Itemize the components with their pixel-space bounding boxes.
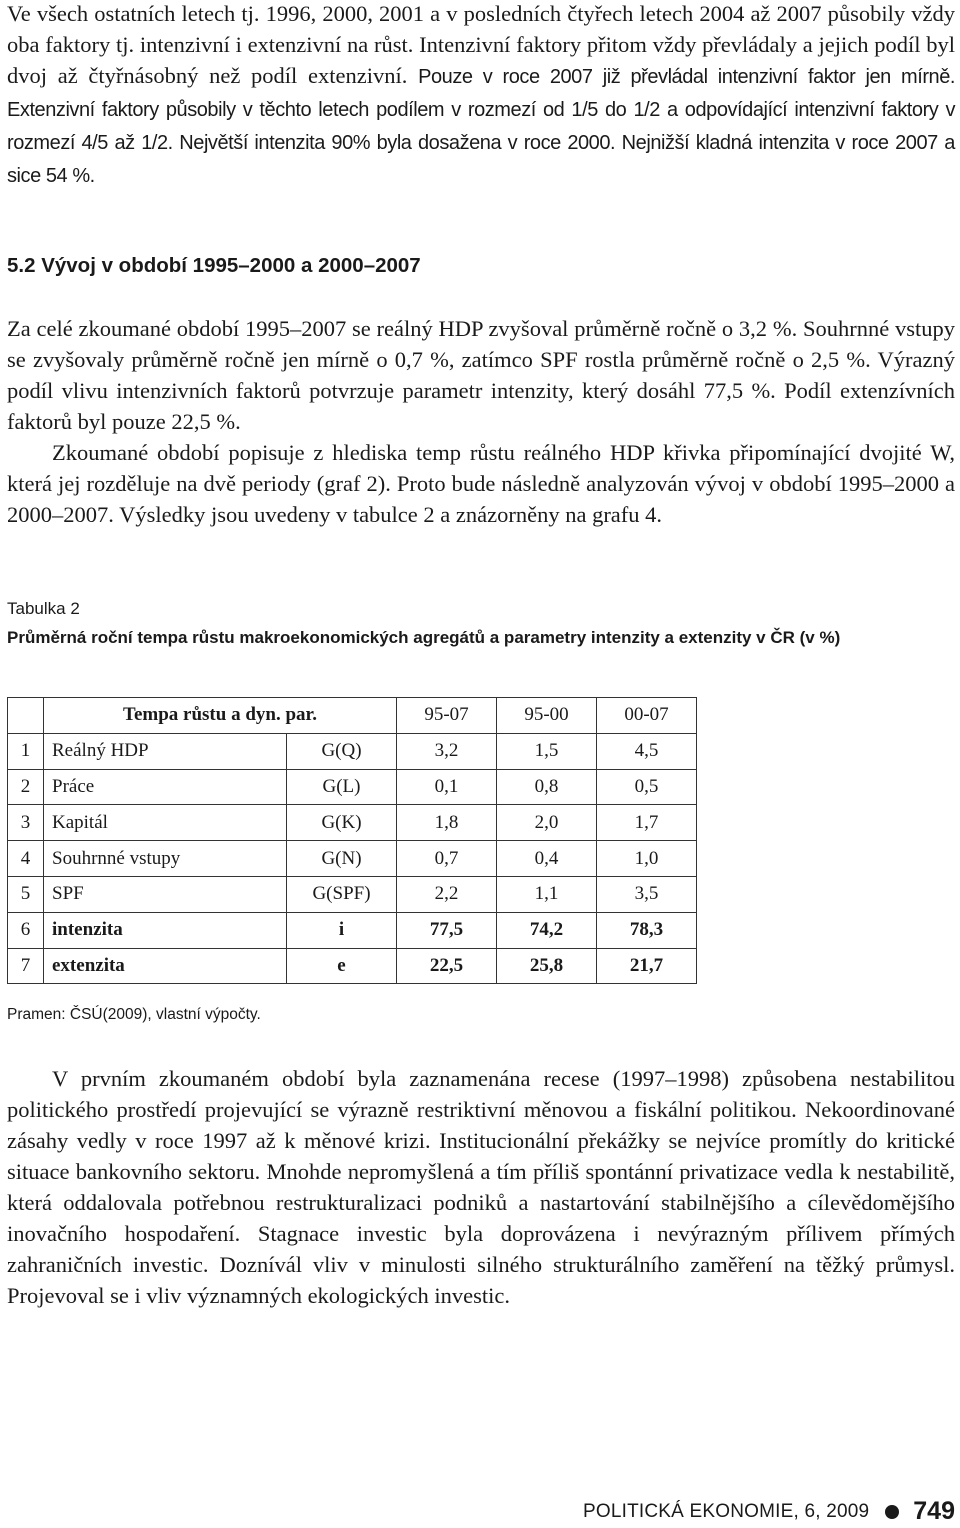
paragraph-text-sans-b: Extenzivní faktory působily v těchto letech podílem v rozmezí od 1/5 do 1/2 a odpovídající intenzivní faktory v rozmezí 4/5 až 1/2. Největší intenzita 90% byla dosažena v roce 2000. Nejnižší kladná intenzita v roce 2007 a sice 54 %. <box>7 99 955 187</box>
growth-rates-table <box>7 697 697 984</box>
row-value: 4,5 <box>597 733 697 769</box>
row-index: 4 <box>8 841 44 877</box>
table-row <box>8 769 697 805</box>
paragraph-text-sans: Pouze v roce 2007 již převládal intenzivní faktor jen mírně. <box>418 66 956 88</box>
row-value: 0,8 <box>497 769 597 805</box>
row-symbol: G(K) <box>287 805 397 841</box>
row-symbol: e <box>287 948 397 984</box>
table-row <box>8 733 697 769</box>
row-value: 0,5 <box>597 769 697 805</box>
row-value: 1,8 <box>397 805 497 841</box>
row-index: 5 <box>8 876 44 912</box>
row-symbol: G(N) <box>287 841 397 877</box>
row-value: 0,7 <box>397 841 497 877</box>
table-row <box>8 912 697 948</box>
row-symbol: G(Q) <box>287 733 397 769</box>
row-value: 0,1 <box>397 769 497 805</box>
bullet-icon <box>885 1505 899 1519</box>
table-source: Pramen: ČSÚ(2009), vlastní výpočty. <box>7 1006 261 1023</box>
row-symbol: G(SPF) <box>287 876 397 912</box>
table-header-col: 95-00 <box>497 698 597 734</box>
row-name: Souhrnné vstupy <box>44 841 287 877</box>
table-header-col: 00-07 <box>597 698 697 734</box>
row-name: intenzita <box>44 912 287 948</box>
row-value: 3,5 <box>597 876 697 912</box>
table-header-row <box>8 698 697 734</box>
row-name: Reálný HDP <box>44 733 287 769</box>
row-index: 3 <box>8 805 44 841</box>
row-index: 6 <box>8 912 44 948</box>
row-name: Kapitál <box>44 805 287 841</box>
table-title: Průměrná roční tempa růstu makroekonomických agregátů a parametry intenzity a extenzity v ČR (v %) <box>7 628 841 647</box>
paragraph-first-period: V prvním zkoumaném období byla zaznamenána recese (1997–1998) způsobena nestabilitou politického prostředí projevující se výrazně restriktivní měnovou a fiskální politikou. Nekoordinované zásahy vedly v roce 1997 až k měnové krizi. Institucionální překážky se nejvíce promítly do kritické situace bankovního sektoru. Mnohde nepromyšlená a tím příliš spontánní privatizace vedla k nestabilitě, která oddalovala potřebnou restrukturalizaci podniků a nastartování stabilnějšího a cílevědomějšího inovačního hospodaření. Stagnace investic byla doprovázena i nevýrazným přílivem přímých zahraničních investic. Doznívál vliv v minulosti silného strukturálního zaměření na těžký průmysl. Projevoval se i vliv významných ekologických investic. <box>7 1066 955 1308</box>
row-symbol: i <box>287 912 397 948</box>
row-name: SPF <box>44 876 287 912</box>
row-index: 1 <box>8 733 44 769</box>
row-value: 22,5 <box>397 948 497 984</box>
row-value: 1,5 <box>497 733 597 769</box>
row-name: Práce <box>44 769 287 805</box>
paragraph-overall-period: Za celé zkoumané období 1995–2007 se reálný HDP zvyšoval průměrně ročně o 3,2 %. Souhrnné vstupy se zvyšovaly průměrně ročně jen mírně o 0,7 %, zatímco SPF rostla průměrně ročně o 2,5 %. Výrazný podíl vlivu intenzivních faktorů potvrzuje parametr intenzity, který dosáhl 77,5 %. Podíl extenzívních faktorů byl pouze 22,5 %. <box>7 316 955 434</box>
table-header-col: 95-07 <box>397 698 497 734</box>
row-value: 1,0 <box>597 841 697 877</box>
page-footer <box>583 1497 955 1526</box>
row-value: 3,2 <box>397 733 497 769</box>
row-value: 1,1 <box>497 876 597 912</box>
row-index: 7 <box>8 948 44 984</box>
table-row <box>8 805 697 841</box>
table-row <box>8 876 697 912</box>
row-index: 2 <box>8 769 44 805</box>
table-row <box>8 948 697 984</box>
row-value: 2,0 <box>497 805 597 841</box>
row-value: 25,8 <box>497 948 597 984</box>
table-header-index <box>8 698 44 734</box>
section-heading: 5.2 Vývoj v období 1995–2000 a 2000–2007 <box>7 254 421 277</box>
row-value: 1,7 <box>597 805 697 841</box>
row-value: 2,2 <box>397 876 497 912</box>
table-header-name: Tempa růstu a dyn. par. <box>44 698 397 734</box>
journal-name: POLITICKÁ EKONOMIE, 6, 2009 <box>583 1500 870 1522</box>
section-body <box>7 313 955 530</box>
row-symbol: G(L) <box>287 769 397 805</box>
page-number: 749 <box>913 1497 955 1525</box>
paragraph-double-w: Zkoumané období popisuje z hlediska temp růstu reálného HDP křivka připomínající dvojité W, která jej rozděluje na dvě periody (graf 2). Proto bude následně analyzován vývoj v období 1995–2000 a 2000–2007. Výsledky jsou uvedeny v tabulce 2 a znázorněny na grafu 4. <box>7 440 955 527</box>
row-value: 78,3 <box>597 912 697 948</box>
row-value: 77,5 <box>397 912 497 948</box>
row-value: 74,2 <box>497 912 597 948</box>
row-value: 0,4 <box>497 841 597 877</box>
row-name: extenzita <box>44 948 287 984</box>
table-label: Tabulka 2 <box>7 599 80 618</box>
table-row <box>8 841 697 877</box>
paragraph-intensity-summary <box>7 0 955 192</box>
paragraph-text-serif: Ve všech ostatních letech tj. 1996, 2000, 2001 a v posledních čtyřech letech 2004 až 2007 působily vždy oba faktory tj. intenzivní i extenzivní na růst. Intenzivní faktory přitom vždy převládaly a jejich podíl byl dvoj až čtyřnásobný než podíl extenzivní. <box>7 1 955 88</box>
row-value: 21,7 <box>597 948 697 984</box>
